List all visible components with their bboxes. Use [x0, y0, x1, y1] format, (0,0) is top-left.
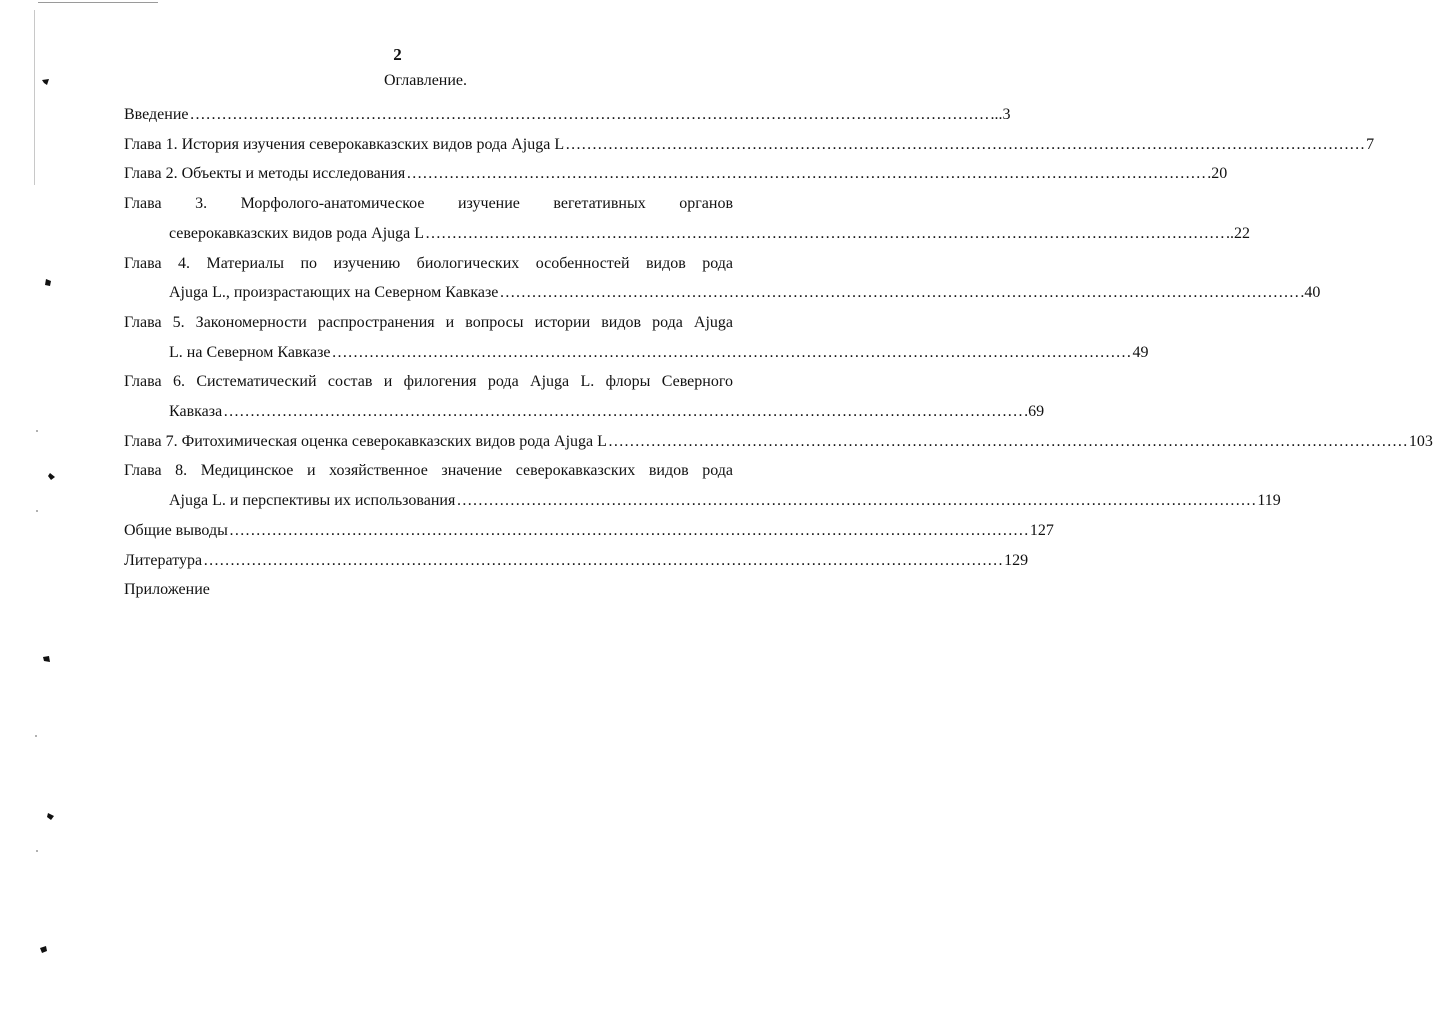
toc-entry-chapter-5[interactable] — [124, 308, 733, 338]
toc-entry-text: Введение — [124, 106, 189, 123]
toc-entry-chapter-4[interactable] — [124, 249, 733, 279]
scan-speck — [35, 735, 37, 737]
toc-leader-dots: …………………………………………………………………………………………………………………………………… — [223, 403, 1024, 421]
toc-page-number: 49 — [1132, 343, 1149, 361]
toc-entry-chapter-6[interactable] — [124, 367, 733, 397]
toc-entry-chapter-8[interactable] — [124, 456, 733, 486]
toc-leader-dots: …………………………………………………………………………………………………………………………………… — [425, 224, 1226, 242]
table-of-contents — [124, 100, 1433, 605]
toc-entry-literature[interactable] — [124, 546, 1029, 576]
toc-entry-text: Приложение — [124, 581, 210, 599]
toc-entry-text: Глава 1. История изучения северокавказских видов рода Ajuga L — [124, 135, 565, 153]
toc-entry-text: Глава 2. Объекты и методы исследования — [124, 165, 406, 183]
toc-entry-chapter-2[interactable] — [124, 159, 1228, 189]
toc-page-number: 129 — [1004, 551, 1029, 569]
toc-entry-chapter-3[interactable] — [124, 189, 733, 219]
toc-entry-text: Глава 7. Фитохимическая оценка северокавказских видов рода Ajuga L — [124, 432, 607, 450]
scan-speck — [36, 510, 38, 512]
toc-entry-text: северокавказских видов рода Ajuga L — [169, 224, 425, 242]
toc-page-number: 7 — [1366, 135, 1375, 153]
toc-entry-chapter-8-continued[interactable] — [124, 486, 1281, 516]
toc-entry-text: Глава 4. Материалы по изучению биологических особенностей видов рода — [124, 254, 733, 272]
toc-title: Оглавление. — [383, 72, 468, 89]
scan-speck — [36, 850, 38, 852]
toc-entry-text: Ajuga L. и перспективы их использования — [169, 492, 456, 510]
toc-entry-chapter-5-continued[interactable] — [124, 338, 1149, 368]
toc-entry-conclusions[interactable] — [124, 516, 1054, 546]
toc-entry-text: Общие выводы — [124, 521, 228, 539]
binder-hole-mark — [42, 655, 50, 664]
toc-leader-dots: …………………………………………………………………………………………………………………………………… — [331, 343, 1132, 361]
toc-entry-text: Глава 3. Морфолого-анатомическое изучение вегетативных органов — [124, 195, 733, 213]
toc-entry-text: Кавказа — [169, 403, 223, 421]
toc-page-number: .69 — [1024, 403, 1045, 421]
toc-page-number: ..22 — [1226, 224, 1251, 242]
toc-leader-dots: …………………………………………………………………………………………………………………………………… — [499, 284, 1300, 302]
toc-entry-text: Глава 8. Медицинское и хозяйственное значение северокавказских видов рода — [124, 462, 733, 480]
toc-leader-dots: …………………………………………………………………………………………………………………………………… — [203, 551, 1004, 569]
toc-page-number: .20 — [1207, 165, 1228, 183]
binder-hole-mark — [46, 812, 54, 821]
toc-entry-introduction[interactable] — [124, 100, 1011, 130]
binder-hole-mark — [47, 472, 55, 481]
toc-entry-chapter-4-continued[interactable] — [124, 278, 1321, 308]
scan-edge-left — [34, 10, 35, 185]
toc-leader-dots: …………………………………………………………………………………………………………………………………… — [228, 521, 1029, 539]
toc-entry-text: Глава 6. Систематический состав и филогения рода Ajuga L. флоры Северного — [124, 373, 733, 391]
scan-edge-top — [38, 2, 158, 3]
page-number: 2 — [393, 45, 402, 64]
binder-hole-mark — [39, 945, 47, 954]
toc-leader-dots: …………………………………………………………………………………………………………………………………… — [189, 106, 990, 123]
toc-entry-text: Ajuga L., произрастающих на Северном Кавказе — [169, 284, 499, 302]
toc-entry-text: L. на Северном Кавказе — [169, 343, 331, 361]
toc-entry-appendix[interactable] — [124, 575, 733, 605]
toc-entry-chapter-1[interactable] — [124, 130, 1375, 160]
toc-page-number: .40 — [1300, 284, 1321, 302]
toc-page-number: 119 — [1257, 492, 1281, 510]
toc-page-number: 103 — [1408, 432, 1433, 450]
toc-leader-dots: …………………………………………………………………………………………………………………………………… — [607, 432, 1408, 450]
toc-leader-dots: …………………………………………………………………………………………………………………………………… — [565, 135, 1366, 153]
toc-leader-dots: …………………………………………………………………………………………………………………………………… — [456, 492, 1257, 510]
toc-page-number: 127 — [1029, 521, 1054, 539]
toc-entry-chapter-7[interactable] — [124, 427, 1433, 457]
toc-entry-chapter-3-continued[interactable] — [124, 219, 1251, 249]
toc-page-number: ...3 — [990, 106, 1011, 123]
toc-entry-text: Литература — [124, 551, 203, 569]
scan-speck — [36, 430, 38, 432]
binder-hole-mark — [44, 278, 52, 287]
toc-entry-chapter-6-continued[interactable] — [124, 397, 1045, 427]
toc-leader-dots: …………………………………………………………………………………………………………………………………… — [406, 165, 1207, 183]
toc-entry-text: Глава 5. Закономерности распространения и вопросы истории видов рода Ajuga — [124, 313, 733, 331]
